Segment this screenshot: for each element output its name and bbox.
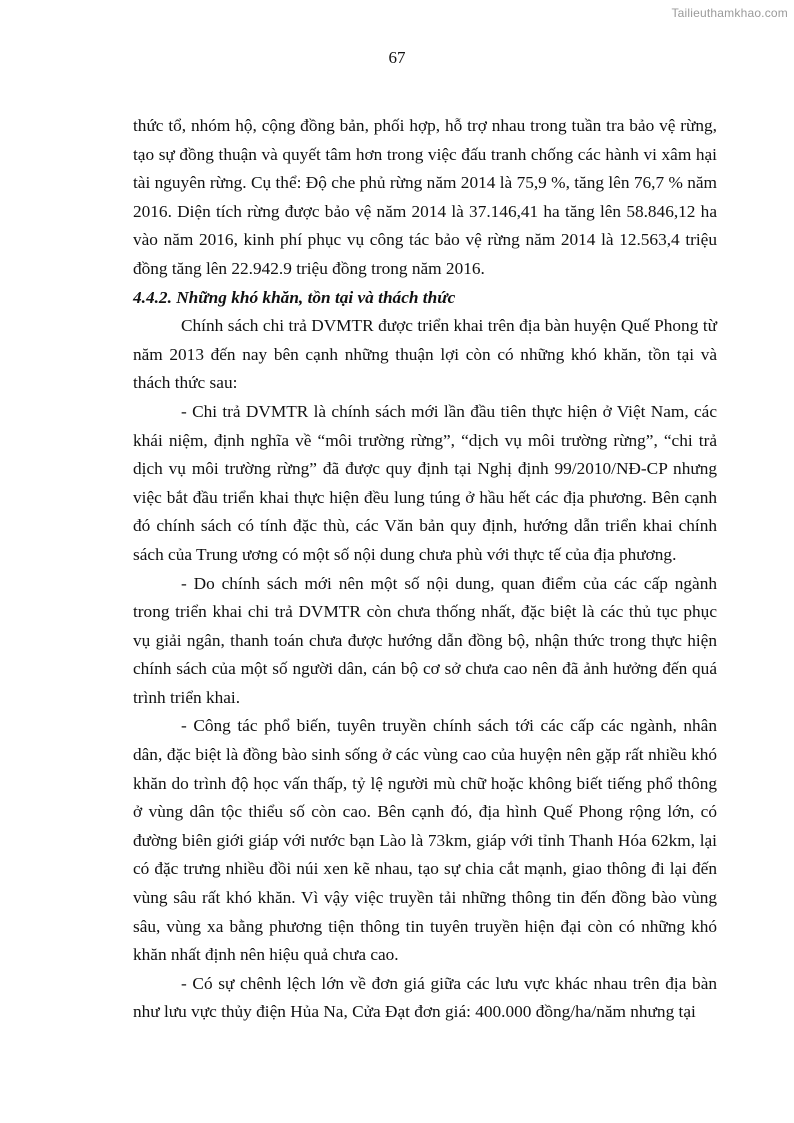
paragraph: thức tổ, nhóm hộ, cộng đồng bản, phối hợp, hỗ trợ nhau trong tuần tra bảo vệ rừng, tạo sự đồng thuận và quyết tâm hơn trong việc đấu tranh chống các hành vi xâm hại tài nguyên rừng. Cụ thể: Độ che phủ rừng năm 2014 là 75,9 %, tăng lên 76,7 % năm 2016. Diện tích rừng được bảo vệ năm 2014 là 37.146,41 ha tăng lên 58.846,12 ha vào năm 2016, kinh phí phục vụ công tác bảo vệ rừng năm 2014 là 12.563,4 triệu đồng tăng lên 22.942.9 triệu đồng trong năm 2016.: [133, 116, 717, 278]
section-heading: 4.4.2. Những khó khăn, tồn tại và thách thức: [133, 287, 456, 307]
paragraph: Chính sách chi trả DVMTR được triển khai trên địa bàn huyện Quế Phong từ năm 2013 đến nay bên cạnh những thuận lợi còn có những khó khăn, tồn tại và thách thức sau:: [133, 316, 717, 393]
document-body: [133, 112, 717, 1027]
paragraph: - Có sự chênh lệch lớn về đơn giá giữa các lưu vực khác nhau trên địa bàn như lưu vực thủy điện Hủa Na, Cửa Đạt đơn giá: 400.000 đồng/ha/năm nhưng tại: [133, 973, 717, 1022]
watermark: Tailieuthamkhao.com: [671, 6, 788, 20]
paragraph: - Chi trả DVMTR là chính sách mới lần đầu tiên thực hiện ở Việt Nam, các khái niệm, định nghĩa về “môi trường rừng”, “dịch vụ môi trường rừng”, “chi trả dịch vụ môi trường rừng” đã được quy định tại Nghị định 99/2010/NĐ-CP nhưng việc bắt đầu triển khai thực hiện đều lung túng ở hầu hết các địa phương. Bên cạnh đó chính sách có tính đặc thù, các Văn bản quy định, hướng dẫn triển khai chính sách của Trung ương có một số nội dung chưa phù với thực tế của địa phương.: [133, 401, 717, 564]
page-number: 67: [388, 48, 406, 67]
paragraph: - Công tác phổ biến, tuyên truyền chính sách tới các cấp các ngành, nhân dân, đặc biệt là đồng bào sinh sống ở các vùng cao của huyện nên gặp rất nhiều khó khăn do trình độ học vấn thấp, tỷ lệ người mù chữ hoặc không biết tiếng phổ thông ở vùng dân tộc thiểu số còn cao. Bên cạnh đó, địa hình Quế Phong rộng lớn, có đường biên giới giáp với nước bạn Lào là 73km, giáp với tỉnh Thanh Hóa 62km, lại có đặc trưng nhiều đồi núi xen kẽ nhau, tạo sự chia cắt mạnh, giao thông đi lại đến vùng sâu rất khó khăn. Vì vậy việc truyền tải những thông tin đến đồng bào vùng sâu, vùng xa bằng phương tiện thông tin tuyên truyền hiện đại còn có những khó khăn nhất định nên hiệu quả chưa cao.: [133, 716, 717, 965]
paragraph: - Do chính sách mới nên một số nội dung, quan điểm của các cấp ngành trong triển khai chi trả DVMTR còn chưa thống nhất, đặc biệt là các thủ tục phục vụ giải ngân, thanh toán chưa được hướng dẫn đồng bộ, nhận thức trong thực hiện chính sách của một số người dân, cán bộ cơ sở chưa cao nên đã ảnh hưởng đến quá trình triển khai.: [133, 573, 717, 707]
